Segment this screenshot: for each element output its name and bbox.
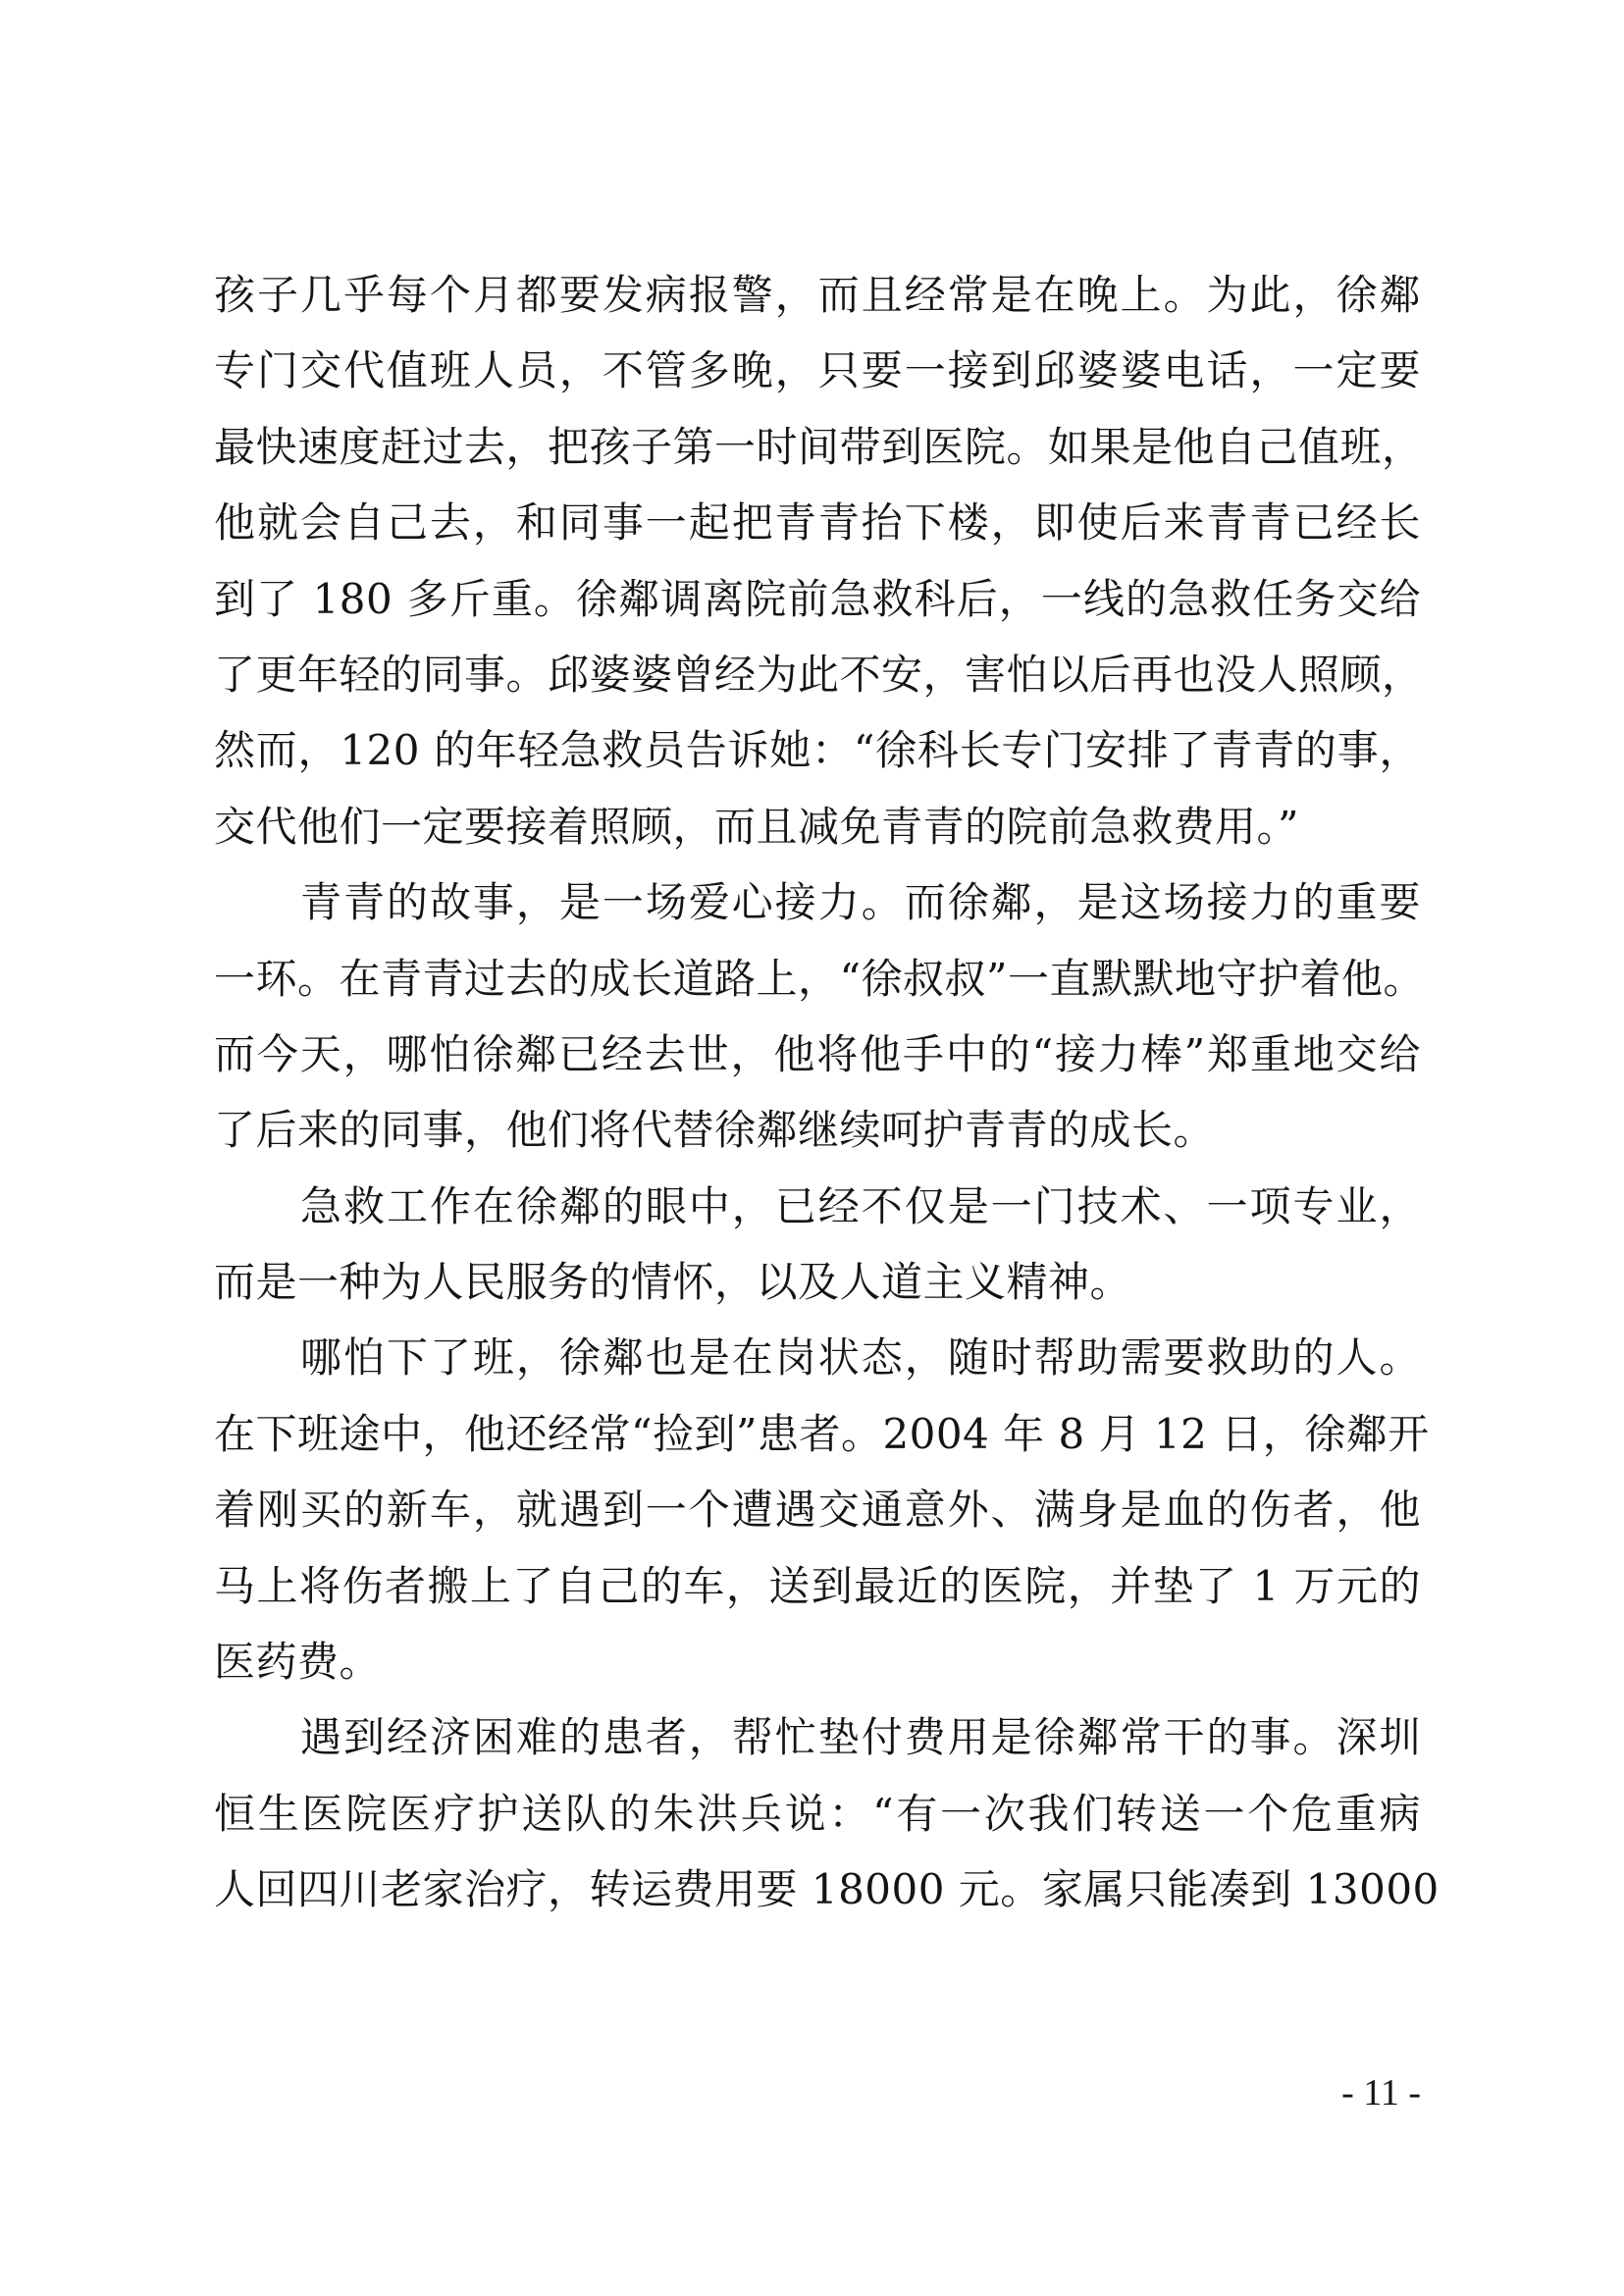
text-line: 着刚买的新车，就遇到一个遭遇交通意外、满身是血的伤者，他: [214, 1486, 1421, 1535]
text-line: 到了 180 多斤重。徐鄰调离院前急救科后，一线的急救任务交给: [214, 574, 1421, 623]
text-line: 而是一种为人民服务的情怀，以及人道主义精神。: [214, 1258, 1132, 1307]
text-line: 了后来的同事，他们将代替徐鄰继续呵护青青的成长。: [214, 1106, 1216, 1155]
page-number: - 11 -: [1341, 2072, 1421, 2113]
text-line: 孩子几乎每个月都要发病报警，而且经常是在晚上。为此，徐鄰: [214, 271, 1421, 319]
text-line: 专门交代值班人员，不管多晚，只要一接到邱婆婆电话，一定要: [214, 346, 1421, 395]
body-text: [214, 257, 1440, 1928]
text-line: 急救工作在徐鄰的眼中，已经不仅是一门技术、一项专业，: [300, 1181, 1421, 1230]
text-line: 恒生医院医疗护送队的朱洪兵说：“有一次我们转送一个危重病: [214, 1789, 1421, 1838]
text-line: 遇到经济困难的患者，帮忙垫付费用是徐鄰常干的事。深圳: [300, 1713, 1421, 1762]
text-line: 然而，120 的年轻急救员告诉她：“徐科长专门安排了青青的事，: [214, 726, 1421, 775]
text-line: 一环。在青青过去的成长道路上，“徐叔叔”一直默默地守护着他。: [214, 954, 1425, 1003]
text-line: 最快速度赶过去，把孩子第一时间带到医院。如果是他自己值班，: [214, 422, 1424, 471]
text-line: 了更年轻的同事。邱婆婆曾经为此不安，害怕以后再也没人照顾，: [214, 650, 1424, 699]
text-line: 哪怕下了班，徐鄰也是在岗状态，随时帮助需要救助的人。: [300, 1333, 1421, 1383]
text-line: 他就会自己去，和同事一起把青青抬下楼，即使后来青青已经长: [214, 498, 1421, 548]
text-line: 马上将伤者搬上了自己的车，送到最近的医院，并垫了 1 万元的: [214, 1561, 1421, 1610]
text-line: 在下班途中，他还经常“捡到”患者。2004 年 8 月 12 日，徐鄰开: [214, 1409, 1430, 1458]
text-line: 交代他们一定要接着照顾，而且减免青青的院前急救费用。”: [214, 802, 1299, 851]
text-line: 而今天，哪怕徐鄰已经去世，他将他手中的“接力棒”郑重地交给: [214, 1029, 1421, 1078]
text-line: 青青的故事，是一场爱心接力。而徐鄰，是这场接力的重要: [300, 878, 1421, 927]
text-line: 人回四川老家治疗，转运费用要 18000 元。家属只能凑到 13000: [214, 1865, 1440, 1914]
text-line: 医药费。: [214, 1638, 382, 1687]
